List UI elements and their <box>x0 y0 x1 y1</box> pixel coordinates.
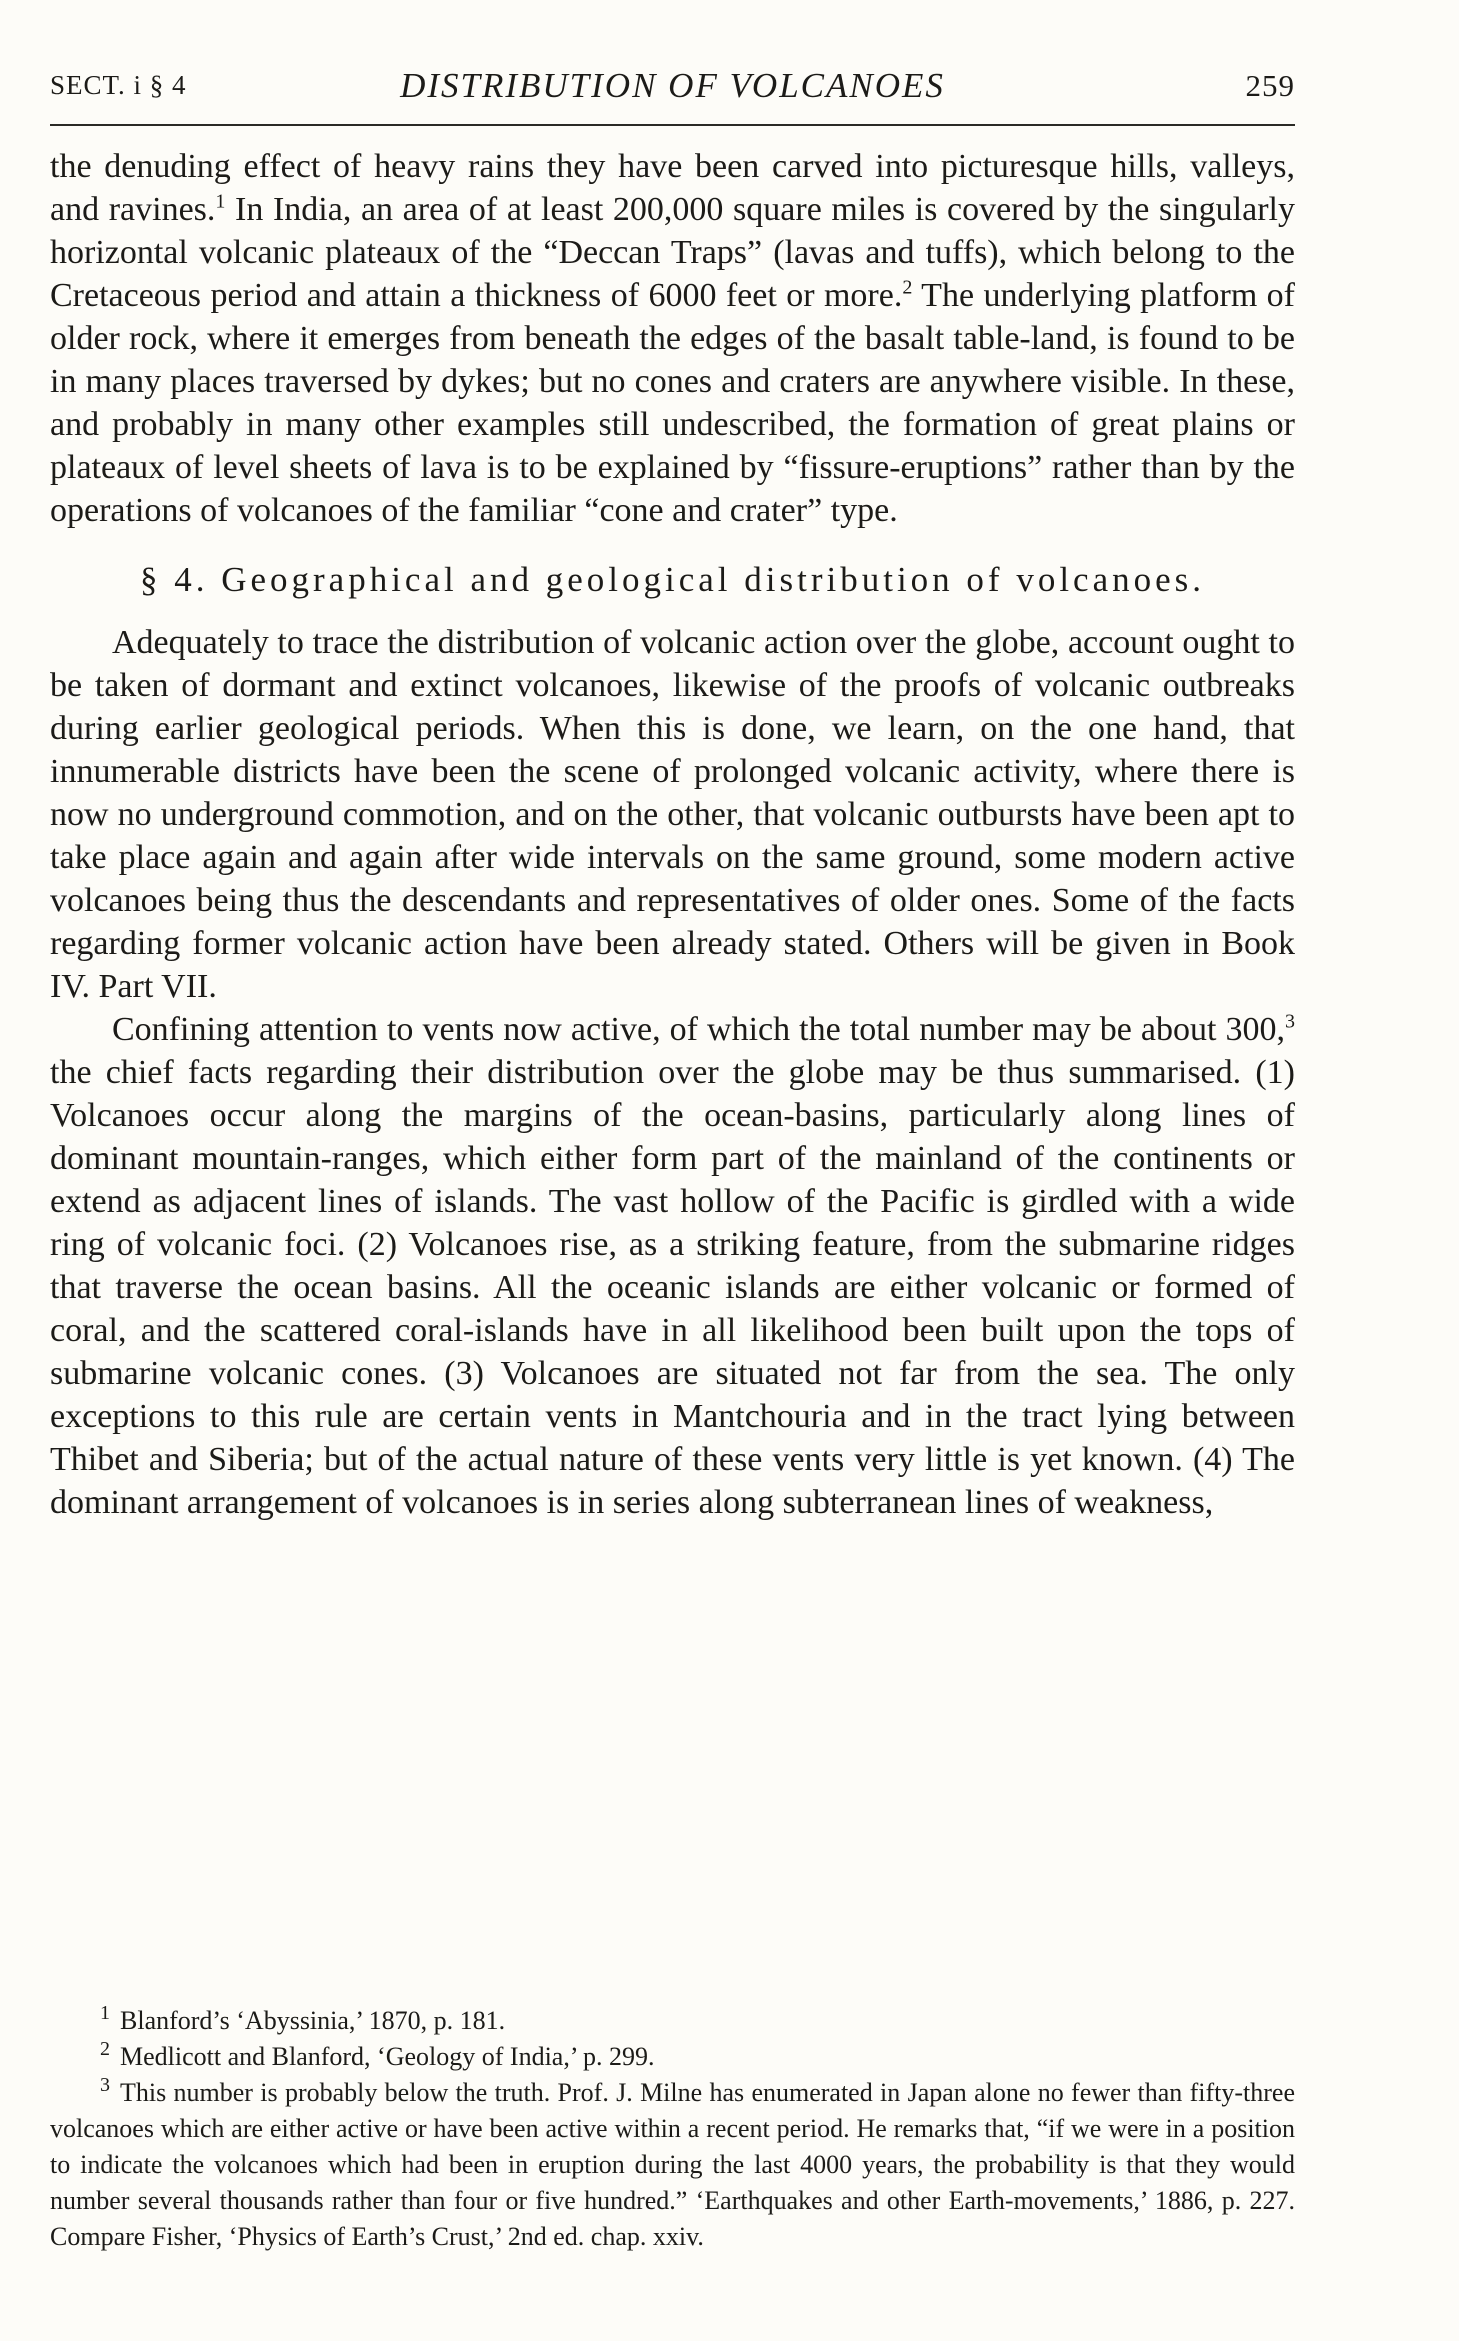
paragraph-text: the chief facts regarding their distribution over the globe may be thus summarised. (1) Volcanoes occur along the margins of the ocean-basins, particularly along lines of dominant mountain-ranges, which either form part of the mainland of the continents or extend as adjacent lines of islands. The vast hollow of the Pacific is girdled with a wide ring of volcanic foci. (2) Volcanoes rise, as a striking feature, from the submarine ridges that traverse the ocean basins. All the oceanic islands are either volcanic or formed of coral, and the scattered coral-islands have in all likelihood been built upon the tops of submarine volcanic cones. (3) Volcanoes are situated not far from the sea. The only exceptions to this rule are certain vents in Mantchouria and in the tract lying between Thibet and Siberia; but of the actual nature of these vents very little is yet known. (4) The dominant arrangement of volcanoes is in series along subterranean lines of weakness, <box>50 1054 1295 1521</box>
running-head <box>50 66 1295 110</box>
section-heading: § 4. Geographical and geological distribution of volcanoes. <box>139 560 1206 599</box>
main-text <box>50 145 1295 1524</box>
header-rule <box>50 124 1295 126</box>
paragraph-continued <box>50 145 1295 532</box>
paragraph-text: the denuding effect of heavy rains they have been carved into picturesque hills, valleys, and ravines. <box>50 148 1295 228</box>
paragraph-text: In India, an area of at least 200,000 square miles is covered by the singularly horizontal volcanic plateaux of the “Deccan Traps” (lavas and tuffs), which belong to the Cretaceous period and attain a thickness of 6000 feet or more. <box>50 191 1295 314</box>
footnotes <box>50 2003 1295 2255</box>
paragraph <box>50 1008 1295 1524</box>
footnote-ref-1[interactable]: 1 <box>215 190 226 213</box>
page-number: 259 <box>1245 68 1295 103</box>
footnote <box>50 2003 1295 2039</box>
footnote <box>50 2075 1295 2255</box>
paragraph-text: The underlying platform of older rock, where it emerges from beneath the edges of the basalt table-land, is found to be in many places traversed by dykes; but no cones and craters are anywhere visible. In these, and probably in many other examples still undescribed, the formation of great plains or plateaux of level sheets of lava is to be explained by “fissure-eruptions” rather than by the operations of volcanoes of the familiar “cone and crater” type. <box>50 277 1296 529</box>
footnote-text: Medlicott and Blanford, ‘Geology of India,’ p. 299. <box>120 2042 655 2071</box>
paragraph-text: Confining attention to vents now active, of which the total number may be about 300, <box>112 1011 1285 1048</box>
running-title: DISTRIBUTION OF VOLCANOES <box>400 66 945 105</box>
section-reference: SECT. i § 4 <box>50 70 187 100</box>
footnote-mark: 1 <box>100 2002 110 2025</box>
footnote <box>50 2039 1295 2075</box>
paragraph: Adequately to trace the distribution of volcanic action over the globe, account ought to be taken of dormant and extinct volcanoes, likewise of the proofs of volcanic outbreaks during earlier geological periods. When this is done, we learn, on the one hand, that innumerable districts have been the scene of prolonged volcanic activity, where there is now no underground commotion, and on the other, that volcanic outbursts have been apt to take place again and again after wide intervals on the same ground, some modern active volcanoes being thus the descendants and representatives of older ones. Some of the facts regarding former volcanic action have been already stated. Others will be given in Book IV. Part VII. <box>50 624 1295 1005</box>
footnote-ref-2[interactable]: 2 <box>902 276 913 299</box>
footnote-text: Blanford’s ‘Abyssinia,’ 1870, p. 181. <box>120 2006 506 2035</box>
footnote-mark: 3 <box>100 2074 110 2097</box>
footnote-text: This number is probably below the truth. Prof. J. Milne has enumerated in Japan alone no fewer than fifty-three volcanoes which are either active or have been active within a recent period. He remarks that, “if we were in a position to indicate the volcanoes which had been in eruption during the last 4000 years, the probability is that they would number several thousands rather than four or five hundred.” ‘Earthquakes and other Earth-movements,’ 1886, p. 227. Compare Fisher, ‘Physics of Earth’s Crust,’ 2nd ed. chap. xxiv. <box>50 2078 1295 2251</box>
footnote-ref-3[interactable]: 3 <box>1285 1010 1295 1033</box>
footnote-mark: 2 <box>100 2038 110 2061</box>
